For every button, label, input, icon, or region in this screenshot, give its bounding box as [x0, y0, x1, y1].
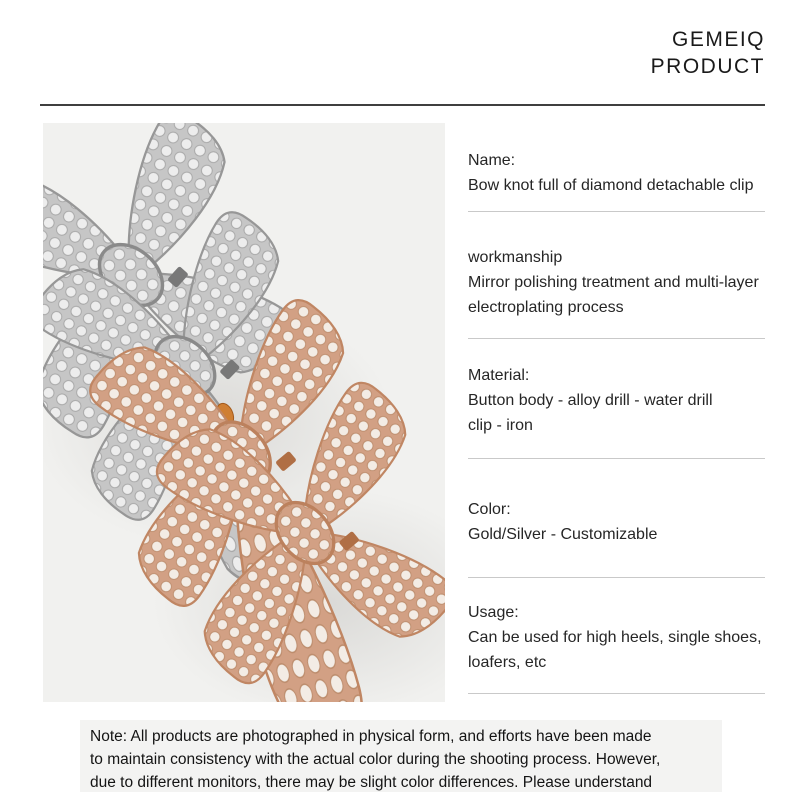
spec-value-line: Button body - alloy drill - water drill [468, 392, 713, 409]
spec-label: Name: [468, 152, 516, 169]
brand-subtitle: PRODUCT [650, 55, 765, 78]
section-divider [468, 577, 765, 578]
note-line: Note: All products are photographed in physical form, and efforts have been made [90, 728, 652, 745]
section-divider [468, 693, 765, 694]
brand-name: GEMEIQ [671, 28, 765, 51]
brand-header [651, 26, 765, 80]
note-box [80, 720, 722, 792]
spec-column [468, 123, 780, 702]
spec-label: Color: [468, 501, 511, 518]
spec-section-color [468, 497, 780, 547]
spec-section-usage [468, 600, 780, 675]
spec-value-line: electroplating process [468, 299, 624, 316]
spec-section-material [468, 363, 780, 438]
spec-label: workmanship [468, 249, 563, 266]
section-divider [468, 338, 765, 339]
spec-label: Usage: [468, 604, 519, 621]
section-divider [468, 458, 765, 459]
spec-section-workmanship [468, 245, 780, 320]
spec-value-line: Bow knot full of diamond detachable clip [468, 177, 754, 194]
spec-value-line: Gold/Silver - Customizable [468, 526, 658, 543]
spec-value-line: Mirror polishing treatment and multi-layer [468, 274, 759, 291]
header-divider [40, 104, 765, 106]
spec-section-name [468, 148, 780, 198]
product-photo [43, 123, 445, 702]
note-line: to maintain consistency with the actual color during the shooting process. However, [90, 751, 661, 768]
spec-label: Material: [468, 367, 530, 384]
spec-value-line: Can be used for high heels, single shoes, [468, 629, 762, 646]
spec-value-line: clip - iron [468, 417, 533, 434]
spec-value-line: loafers, etc [468, 654, 547, 671]
bow-clips-illustration [43, 123, 445, 702]
section-divider [468, 211, 765, 212]
note-line: due to different monitors, there may be slight color differences. Please understand [90, 774, 653, 791]
